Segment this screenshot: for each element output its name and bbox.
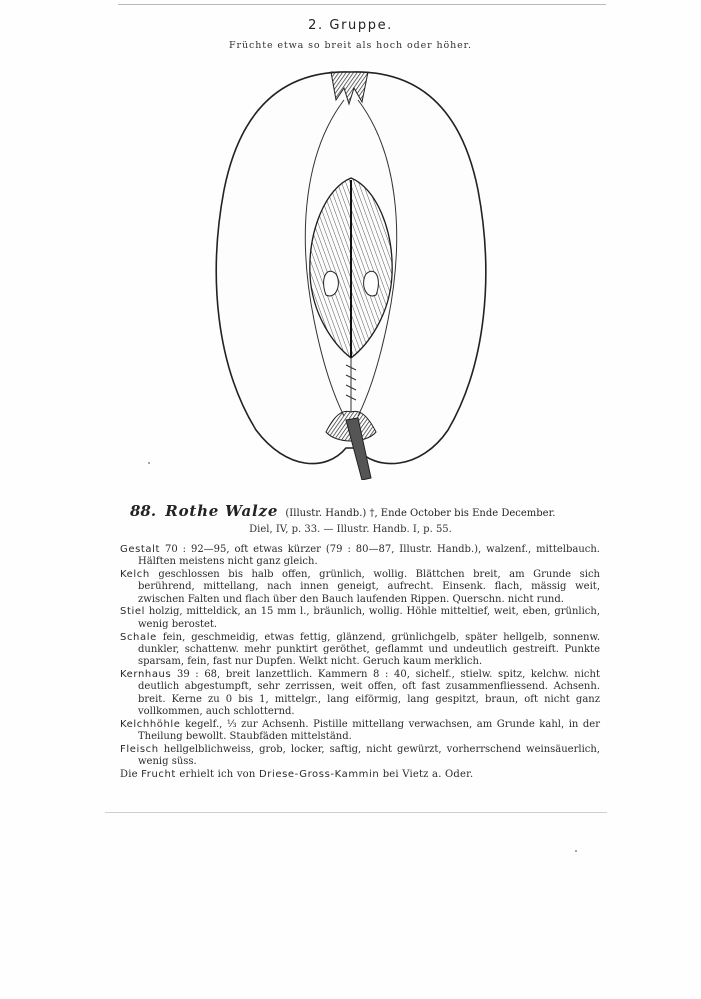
description-body <box>120 544 600 781</box>
paper-speck <box>148 462 150 464</box>
closing-text: erhielt ich von <box>179 768 256 780</box>
bottom-rule <box>105 812 607 813</box>
calyx <box>331 72 368 104</box>
entry-text: 39 : 68, breit lanzettlich. Kammern 8 : 40, sichelf., stielw. spitz, kelchw. nicht deutlich abgestumpft, sehr zerrissen, weit offen, oft fast zusammenfliessend. Achsenh. breit. Kerne zu 0 bis 1, mittelgr., lang eiförmig, lang gespitzt, braun, oft nicht ganz vollkommen, auch schlotternd. <box>138 668 600 717</box>
entry-label: Kelch <box>120 569 150 581</box>
description-entry <box>120 719 600 744</box>
variety-source-note: (Illustr. Handb.) †, Ende October bis Ende December. <box>285 508 556 519</box>
entry-text: holzig, mitteldick, an 15 mm l., bräunlich, wollig. Höhle mitteltief, weit, eben, grünlich, wenig berostet. <box>138 606 600 630</box>
entry-label: Kelchhöhle <box>120 718 181 730</box>
variety-name: Rothe Walze <box>165 502 279 520</box>
description-entry <box>120 669 600 718</box>
seed-left <box>324 271 339 296</box>
variety-references: Diel, IV, p. 33. — Illustr. Handb. I, p. 55. <box>249 524 452 535</box>
closing-place: Driese-Gross-Kammin <box>258 768 380 780</box>
entry-text: hellgelblichweiss, grob, locker, saftig, nicht gewürzt, vorherrschend weinsäuerlich, wenig süss. <box>138 743 600 768</box>
group-title: 2. Gruppe. <box>308 18 393 33</box>
closing-label: Frucht <box>141 768 176 780</box>
variety-heading <box>130 502 600 520</box>
description-entry <box>120 544 600 569</box>
description-entry <box>120 606 600 631</box>
apple-cross-section-illustration <box>186 60 516 480</box>
entry-label: Schale <box>120 631 157 643</box>
entry-label: Gestalt <box>120 544 161 555</box>
group-subtitle: Früchte etwa so breit als hoch oder höher. <box>229 40 472 51</box>
entry-label: Stiel <box>120 606 145 618</box>
variety-number: 88. <box>130 502 157 520</box>
closing-line <box>120 769 600 781</box>
entry-text: kegelf., ⅓ zur Achsenh. Pistille mittellang verwachsen, am Grunde kahl, in der Theilung bewollt. Staubfäden mittelständ. <box>138 718 600 742</box>
closing-prefix: Die <box>120 768 138 780</box>
description-entry <box>120 744 600 769</box>
entry-label: Kernhaus <box>120 668 172 680</box>
seed-right <box>364 271 379 296</box>
closing-suffix: bei Vietz a. Oder. <box>382 768 474 780</box>
entry-text: 70 : 92—95, oft etwas kürzer (79 : 80—87, Illustr. Handb.), walzenf., mittelbauch. Hälften meistens nicht ganz gleich. <box>138 544 600 568</box>
description-entry <box>120 632 600 669</box>
entry-text: fein, geschmeidig, etwas fettig, glänzend, grünlichgelb, später hellgelb, sonnenw. dunkler, schattenw. mehr punktirt geröthet, geflammt und undeutlich gestreift. Punkte sparsam, fein, fast nur Dupfen. Welkt nicht. Geruch kaum merklich. <box>138 631 600 668</box>
top-rule <box>118 4 606 5</box>
entry-label: Fleisch <box>120 743 159 755</box>
description-entry <box>120 569 600 606</box>
entry-text: geschlossen bis halb offen, grünlich, wollig. Blättchen breit, am Grunde sich berührend, mittellang, nach innen geneigt, aufrecht. Einsenk. flach, mässig weit, zwischen Falten und flach über den Bauch laufenden Rippen. Querschn. nicht rund. <box>138 569 600 605</box>
paper-speck <box>575 850 577 852</box>
